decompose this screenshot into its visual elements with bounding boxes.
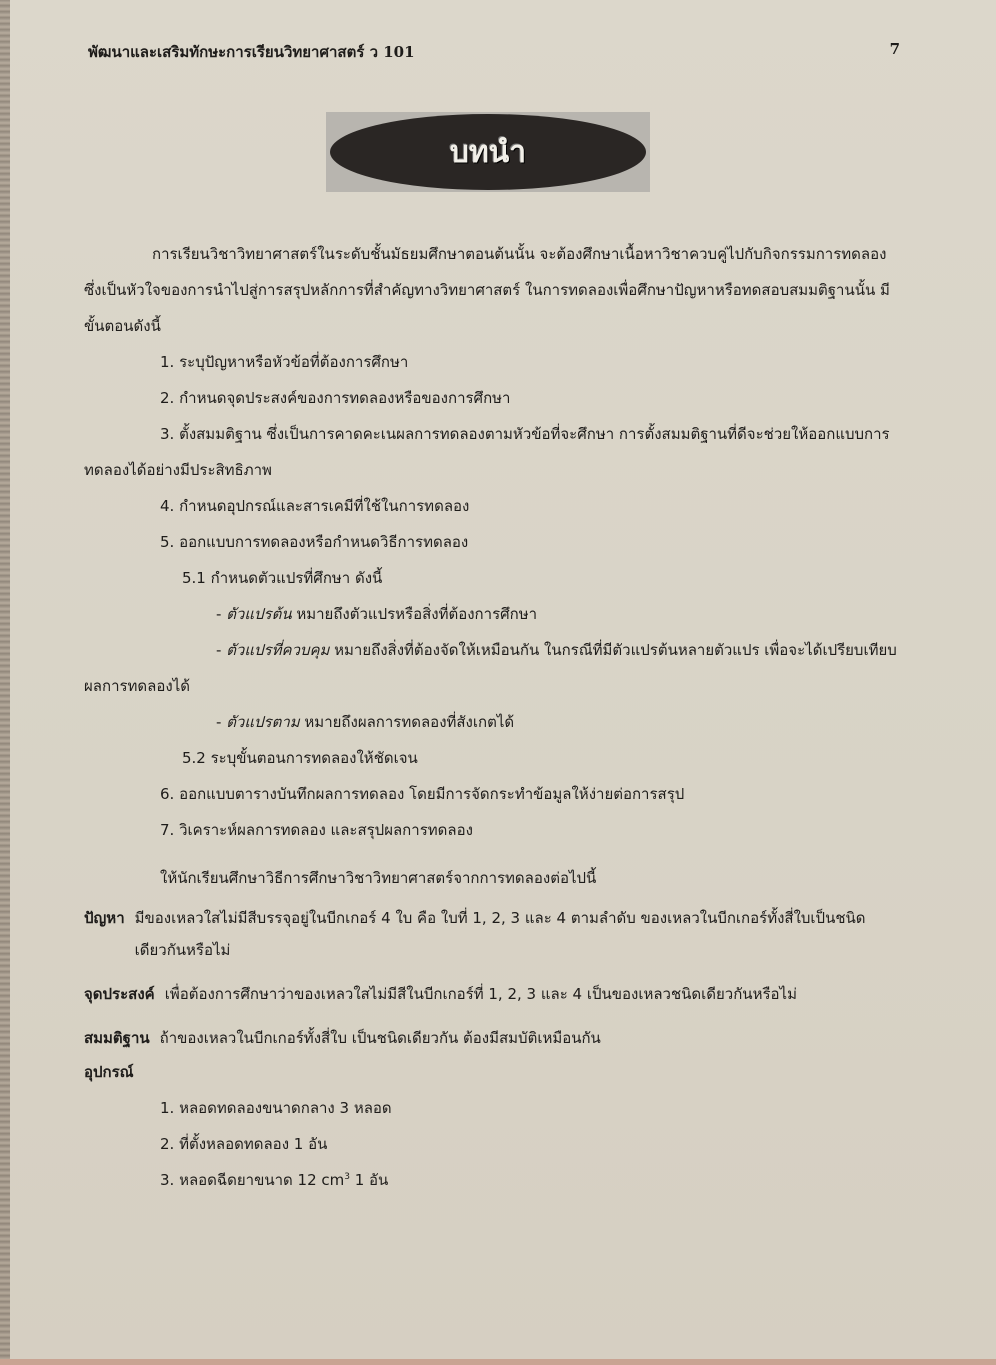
running-title: พัฒนาและเสริมทักษะการเรียนวิทยาศาสตร์ ว 101 bbox=[88, 43, 415, 61]
problem-label: ปัญหา bbox=[84, 909, 125, 927]
step-5: 5. ออกแบบการทดลองหรือกำหนดวิธีการทดลอง bbox=[160, 533, 469, 551]
variable-independent: - ตัวแปรต้น หมายถึงตัวแปรหรือสิ่งที่ต้องการศึกษา bbox=[216, 605, 538, 623]
running-header bbox=[88, 40, 900, 64]
page-bottom-edge bbox=[0, 1359, 996, 1365]
hypothesis-text: ถ้าของเหลวในบีกเกอร์ทั้งสี่ใบ เป็นชนิดเดียวกัน ต้องมีสมบัติเหมือนกัน bbox=[159, 1029, 601, 1047]
objective-text: เพื่อต้องการศึกษาว่าของเหลวใสไม่มีสีในบีกเกอร์ที่ 1, 2, 3 และ 4 เป็นของเหลวชนิดเดียวกันหรือไม่ bbox=[164, 985, 797, 1003]
objective-label: จุดประสงค์ bbox=[84, 985, 155, 1003]
chapter-title-oval bbox=[330, 114, 646, 190]
step-1: 1. ระบุปัญหาหรือหัวข้อที่ต้องการศึกษา bbox=[160, 353, 409, 371]
step-4: 4. กำหนดอุปกรณ์และสารเคมีที่ใช้ในการทดลอง bbox=[160, 497, 470, 515]
variable-definition: หมายถึงสิ่งที่ต้องจัดให้เหมือนกัน ในกรณีที่มีตัวแปรต้นหลายตัวแปร เพื่อจะได้เปรียบเทียบผลการทดลองได้ bbox=[84, 641, 897, 695]
equipment-item-2: 2. ที่ตั้งหลอดทดลอง 1 อัน bbox=[160, 1135, 328, 1153]
variable-dependent: - ตัวแปรตาม หมายถึงผลการทดลองที่สังเกตได้ bbox=[216, 713, 515, 731]
equipment-item-3: 3. หลอดฉีดยาขนาด 12 $cm^3$ 1 อัน bbox=[160, 1171, 389, 1189]
problem-text: มีของเหลวใสไม่มีสีบรรจุอยู่ในบีกเกอร์ 4 ใบ คือ ใบที่ 1, 2, 3 และ 4 ตามลำดับ ของเหลวในบีกเกอร์ทั้งสี่ใบเป็นชนิดเดียวกันหรือไม่ bbox=[134, 909, 866, 959]
hypothesis-section bbox=[84, 1022, 898, 1054]
variable-term: ตัวแปรตาม bbox=[226, 713, 300, 731]
hypothesis-label: สมมติฐาน bbox=[84, 1029, 150, 1047]
variable-definition: หมายถึงผลการทดลองที่สังเกตได้ bbox=[299, 713, 515, 731]
page-number: 7 bbox=[889, 40, 900, 58]
step-3: 3. ตั้งสมมติฐาน ซึ่งเป็นการคาดคะเนผลการทดลองตามหัวข้อที่จะศึกษา การตั้งสมมติฐานที่ดีจะช่วยให้ออกแบบการทดลองได้อย่างมีประสิทธิภาพ bbox=[84, 425, 890, 479]
variable-term: ตัวแปรที่ควบคุม bbox=[226, 641, 330, 659]
objective-section bbox=[84, 978, 898, 1010]
equipment-label: อุปกรณ์ bbox=[84, 1063, 134, 1081]
variable-term: ตัวแปรต้น bbox=[226, 605, 292, 623]
chapter-title: บทนำ bbox=[449, 134, 527, 170]
chapter-title-banner bbox=[326, 112, 650, 192]
variable-controlled: - ตัวแปรที่ควบคุม หมายถึงสิ่งที่ต้องจัดให้เหมือนกัน ในกรณีที่มีตัวแปรต้นหลายตัวแปร เพื่อจะได้เปรียบเทียบผลการทดลองได้ bbox=[84, 641, 897, 695]
substep-5-2: 5.2 ระบุขั้นตอนการทดลองให้ชัดเจน bbox=[182, 749, 418, 767]
variable-definition: หมายถึงตัวแปรหรือสิ่งที่ต้องการศึกษา bbox=[291, 605, 538, 623]
problem-section bbox=[84, 902, 898, 966]
page-binding-edge bbox=[0, 0, 10, 1365]
step-6: 6. ออกแบบตารางบันทึกผลการทดลอง โดยมีการจัดกระทำข้อมูลให้ง่ายต่อการสรุป bbox=[160, 785, 685, 803]
instruction: ให้นักเรียนศึกษาวิธีการศึกษาวิชาวิทยาศาสตร์จากการทดลองต่อไปนี้ bbox=[160, 869, 597, 887]
substep-5-1: 5.1 กำหนดตัวแปรที่ศึกษา ดังนี้ bbox=[182, 569, 383, 587]
step-2: 2. กำหนดจุดประสงค์ของการทดลองหรือของการศึกษา bbox=[160, 389, 511, 407]
body-content bbox=[84, 236, 898, 1198]
equipment-item-1: 1. หลอดทดลองขนาดกลาง 3 หลอด bbox=[160, 1099, 392, 1117]
step-7: 7. วิเคราะห์ผลการทดลอง และสรุปผลการทดลอง bbox=[160, 821, 473, 839]
intro-paragraph: การเรียนวิชาวิทยาศาสตร์ในระดับชั้นมัธยมศึกษาตอนต้นนั้น จะต้องศึกษาเนื้อหาวิชาควบคู่ไปกับกิจกรรมการทดลองซึ่งเป็นหัวใจของการนำไปสู่การสรุปหลักการที่สำคัญทางวิทยาศาสตร์ ในการทดลองเพื่อศึกษาปัญหาหรือทดสอบสมมติฐานนั้น มีขั้นตอนดังนี้ bbox=[84, 245, 890, 335]
